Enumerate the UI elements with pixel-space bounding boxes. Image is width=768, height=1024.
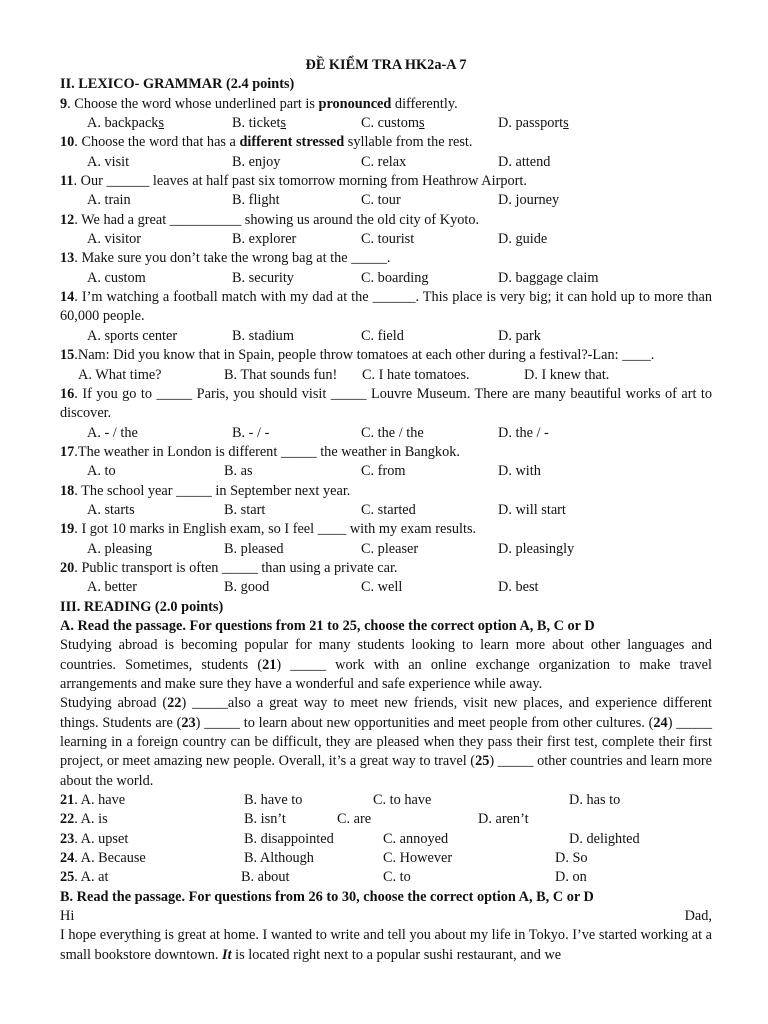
option-b[interactable]: B. pleased xyxy=(224,540,284,557)
letter-addressee: Dad, xyxy=(684,908,712,925)
passage-a-paragraph-1: Studying abroad is becoming popular for many students looking to learn more about other languages and countries. Sometimes, students (21) _____ work with an online exchange organization to make travel arrangements and make sure they have a wonderful and safe experience while away. xyxy=(60,637,712,692)
question-number: 9 xyxy=(60,95,68,112)
question-14: 14. I’m watching a football match with my dad at the ______. This place is very big; it can hold up to more than 60,000 people. xyxy=(60,289,712,325)
option-a[interactable]: A. backpacks xyxy=(87,115,165,132)
option-b[interactable]: B. Although xyxy=(244,850,314,867)
question-18: 18. The school year _____ in September next year. xyxy=(60,482,351,499)
option-c[interactable]: C. I hate tomatoes. xyxy=(362,366,470,383)
option-a[interactable]: A. - / the xyxy=(87,424,138,441)
option-a[interactable]: A. custom xyxy=(87,269,146,286)
option-b[interactable]: B. have to xyxy=(244,792,303,809)
option-a[interactable]: 25. A. at xyxy=(60,869,109,886)
question-12: 12. We had a great __________ showing us around the old city of Kyoto. xyxy=(60,211,480,228)
question-25 xyxy=(60,868,712,887)
question-number: 12 xyxy=(60,211,75,228)
option-c[interactable]: C. However xyxy=(383,850,453,867)
question-19-options xyxy=(60,540,712,559)
option-b[interactable]: B. good xyxy=(224,579,270,596)
question-16: 16. If you go to _____ Paris, you should visit _____ Louvre Museum. There are many beautiful works of art to discover. xyxy=(60,385,712,422)
option-a[interactable]: A. visitor xyxy=(87,231,142,248)
question-16-options xyxy=(60,424,712,443)
option-a[interactable]: 23. A. upset xyxy=(60,830,129,847)
option-d[interactable]: D. pleasingly xyxy=(498,540,575,557)
option-c[interactable]: C. tourist xyxy=(361,231,415,248)
option-d[interactable]: D. delighted xyxy=(569,830,640,847)
question-number: 20 xyxy=(60,559,75,576)
option-d[interactable]: D. I knew that. xyxy=(524,366,610,383)
option-b[interactable]: B. stadium xyxy=(232,327,294,344)
option-a[interactable]: 22. A. is xyxy=(60,811,108,828)
question-10-options xyxy=(60,153,712,172)
question-9-options xyxy=(60,114,712,133)
option-a[interactable]: A. to xyxy=(87,463,116,480)
option-a[interactable]: 24. A. Because xyxy=(60,850,146,867)
question-number: 13 xyxy=(60,250,75,267)
option-d[interactable]: D. aren’t xyxy=(478,811,529,828)
question-13-options xyxy=(60,269,712,288)
option-d[interactable]: D. park xyxy=(498,327,541,344)
question-11: 11. Our ______ leaves at half past six tomorrow morning from Heathrow Airport. xyxy=(60,173,527,190)
question-24 xyxy=(60,849,712,868)
question-number: 15 xyxy=(60,347,75,364)
question-14-options xyxy=(60,327,712,346)
option-a[interactable]: A. What time? xyxy=(78,366,162,383)
option-b[interactable]: B. as xyxy=(224,463,253,480)
option-c[interactable]: C. are xyxy=(337,811,372,828)
question-11-options xyxy=(60,191,712,210)
option-a[interactable]: 21. A. have xyxy=(60,792,126,809)
question-15-options xyxy=(60,366,712,385)
letter-greeting: Hi xyxy=(60,908,75,925)
question-17-options xyxy=(60,462,712,481)
option-d[interactable]: D. journey xyxy=(498,192,560,209)
option-a[interactable]: A. better xyxy=(87,579,138,596)
part-b-instruction: B. Read the passage. For questions from 26 to 30, choose the correct option A, B, C or D xyxy=(60,888,594,905)
question-20: 20. Public transport is often _____ than using a private car. xyxy=(60,559,398,576)
option-b[interactable]: B. explorer xyxy=(232,231,297,248)
exam-title: ĐỀ KIỂM TRA HK2a-A 7 xyxy=(305,57,467,73)
question-13: 13. Make sure you don’t take the wrong bag at the _____. xyxy=(60,250,391,267)
question-23 xyxy=(60,830,712,849)
option-a[interactable]: A. visit xyxy=(87,153,130,170)
letter-salutation xyxy=(60,907,712,926)
option-b[interactable]: B. - / - xyxy=(232,424,270,441)
letter-paragraph-1: I hope everything is great at home. I wanted to write and tell you about my life in Tokyo. I’ve started working at a small bookstore downtown. It is located right next to a popular sushi restaurant, and we xyxy=(60,927,712,963)
question-number: 10 xyxy=(60,134,75,151)
question-17: 17.The weather in London is different _____ the weather in Bangkok. xyxy=(60,443,460,460)
option-a[interactable]: A. sports center xyxy=(87,327,178,344)
option-b[interactable]: B. isn’t xyxy=(244,811,286,828)
question-9: 9. Choose the word whose underlined part is pronounced differently. xyxy=(60,95,458,112)
question-15: 15.Nam: Did you know that in Spain, people throw tomatoes at each other during a festival?-Lan: ____. xyxy=(60,347,655,364)
option-a[interactable]: A. train xyxy=(87,192,131,209)
option-d[interactable]: D. baggage claim xyxy=(498,269,599,286)
option-c[interactable]: C. annoyed xyxy=(383,830,449,847)
option-d[interactable]: D. guide xyxy=(498,231,548,248)
option-b[interactable]: B. security xyxy=(232,269,294,286)
question-18-options xyxy=(60,501,712,520)
option-a[interactable]: A. starts xyxy=(87,501,135,518)
option-c[interactable]: C. to xyxy=(383,869,411,886)
option-c[interactable]: C. tour xyxy=(361,192,401,209)
question-number: 18 xyxy=(60,482,75,499)
option-d[interactable]: D. with xyxy=(498,463,541,480)
question-number: 16 xyxy=(60,385,75,402)
option-c[interactable]: C. well xyxy=(361,579,403,596)
question-22 xyxy=(60,810,712,829)
option-c[interactable]: C. from xyxy=(361,463,406,480)
exam-page xyxy=(60,56,712,965)
question-19: 19. I got 10 marks in English exam, so I feel ____ with my exam results. xyxy=(60,521,477,538)
option-d[interactable]: D. passports xyxy=(498,115,569,132)
option-b[interactable]: B. tickets xyxy=(232,115,287,132)
passage-a-paragraph-2: Studying abroad (22) _____also a great way to meet new friends, visit new places, and experience different things. Students are (23) _____ to learn about new opportunities and meet people from other cultures. (24) _____ learning in a foreign country can be difficult, they are pleased when they pass their first test, complete their first project, or meet amazing new people. Overall, it’s a great way to travel (25) _____ other countries and learn more about the world. xyxy=(60,695,712,789)
question-number: 14 xyxy=(60,289,75,306)
option-c[interactable]: C. pleaser xyxy=(361,540,419,557)
option-b[interactable]: B. enjoy xyxy=(232,153,281,170)
question-20-options xyxy=(60,578,712,597)
option-d[interactable]: D. attend xyxy=(498,153,551,170)
question-12-options xyxy=(60,230,712,249)
question-21 xyxy=(60,791,712,810)
option-c[interactable]: C. started xyxy=(361,501,416,518)
option-d[interactable]: D. best xyxy=(498,579,539,596)
question-10: 10. Choose the word that has a different stressed syllable from the rest. xyxy=(60,134,473,151)
option-b[interactable]: B. about xyxy=(241,869,290,886)
option-b[interactable]: B. start xyxy=(224,501,266,518)
question-number: 19 xyxy=(60,521,75,538)
option-c[interactable]: C. relax xyxy=(361,153,407,170)
option-a[interactable]: A. pleasing xyxy=(87,540,153,557)
section-lexico-grammar-heading: II. LEXICO- GRAMMAR (2.4 points) xyxy=(60,76,295,93)
option-d[interactable]: D. the / - xyxy=(498,424,549,441)
question-number: 17 xyxy=(60,443,75,460)
option-c[interactable]: C. customs xyxy=(361,115,425,132)
option-b[interactable]: B. flight xyxy=(232,192,280,209)
option-b[interactable]: B. disappointed xyxy=(244,830,334,847)
question-number: 11 xyxy=(60,173,74,190)
option-c[interactable]: C. to have xyxy=(373,792,432,809)
option-d[interactable]: D. will start xyxy=(498,501,566,518)
option-b[interactable]: B. That sounds fun! xyxy=(224,366,338,383)
option-c[interactable]: C. the / the xyxy=(361,424,424,441)
option-c[interactable]: C. boarding xyxy=(361,269,429,286)
option-d[interactable]: D. So xyxy=(555,850,588,867)
option-d[interactable]: D. on xyxy=(555,869,587,886)
option-c[interactable]: C. field xyxy=(361,327,404,344)
option-d[interactable]: D. has to xyxy=(569,792,621,809)
part-a-instruction: A. Read the passage. For questions from 21 to 25, choose the correct option A, B, C or D xyxy=(60,617,595,634)
section-reading-heading: III. READING (2.0 points) xyxy=(60,598,224,615)
